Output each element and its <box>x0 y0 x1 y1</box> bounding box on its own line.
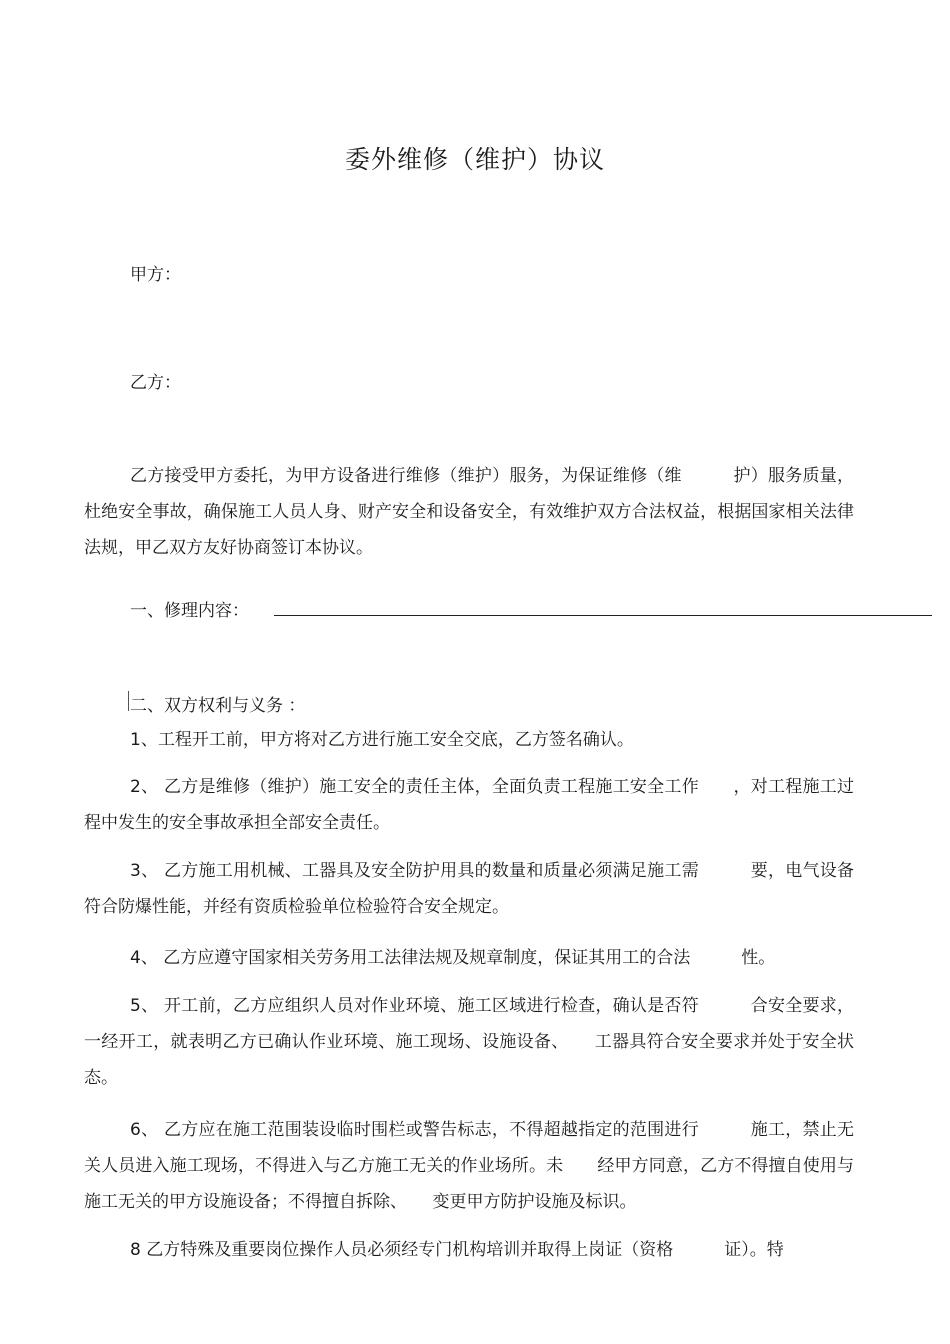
margin-mark <box>128 691 129 711</box>
clause-item: 1、工程开工前，甲方将对乙方进行施工安全交底，乙方签名确认。 <box>130 730 634 750</box>
section-2-label: 二、双方权利与义务 ： <box>130 696 306 716</box>
clause-item: 5、 开工前，乙方应组织人员对作业环境、施工区域进行检查，确认是否符 合安全要求，一经开工，就表明乙方已确认作业环境、施工现场、设施设备、 工器具符合安全要求并处于安全状态。 <box>84 996 854 1088</box>
clause-item: 6、 乙方应在施工范围装设临时围栏或警告标志，不得超越指定的范围进行 施工，禁止无关人员进入施工现场，不得进入与乙方施工无关的作业场所。未 经甲方同意，乙方不得擅自使用与施工无关的甲方设施设备；不得擅自拆除、 变更甲方防护设施及标识。 <box>84 1120 854 1212</box>
document-title: 委外维修（维护）协议 <box>344 145 605 174</box>
clause-item: 2、 乙方是维修（维护）施工安全的责任主体，全面负责工程施工安全工作 ，对工程施工过程中发生的安全事故承担全部安全责任。 <box>84 777 854 833</box>
intro-paragraph: 乙方接受甲方委托，为甲方设备进行维修（维护）服务，为保证维修（维 护）服务质量，杜绝安全事故，确保施工人员人身、财产安全和设备安全，有效维护双方合法权益，根据国家相关法律法规，甲乙双方友好协商签订本协议。 <box>84 466 854 558</box>
clause-item: 3、 乙方施工用机械、工器具及安全防护用具的数量和质量必须满足施工需 要，电气设备符合防爆性能，并经有资质检验单位检验符合安全规定。 <box>84 861 854 917</box>
clause-item: 4、 乙方应遵守国家相关劳务用工法律法规及规章制度，保证其用工的合法 性。 <box>130 948 776 968</box>
party-b-label: 乙方： <box>130 373 181 393</box>
party-a-label: 甲方： <box>130 265 181 285</box>
repair-content-blank-line <box>274 615 932 616</box>
clause-item: 8 乙方特殊及重要岗位操作人员必须经专门机构培训并取得上岗证（资格 证）。特 <box>130 1240 784 1260</box>
section-1-label: 一、修理内容： <box>130 601 249 621</box>
